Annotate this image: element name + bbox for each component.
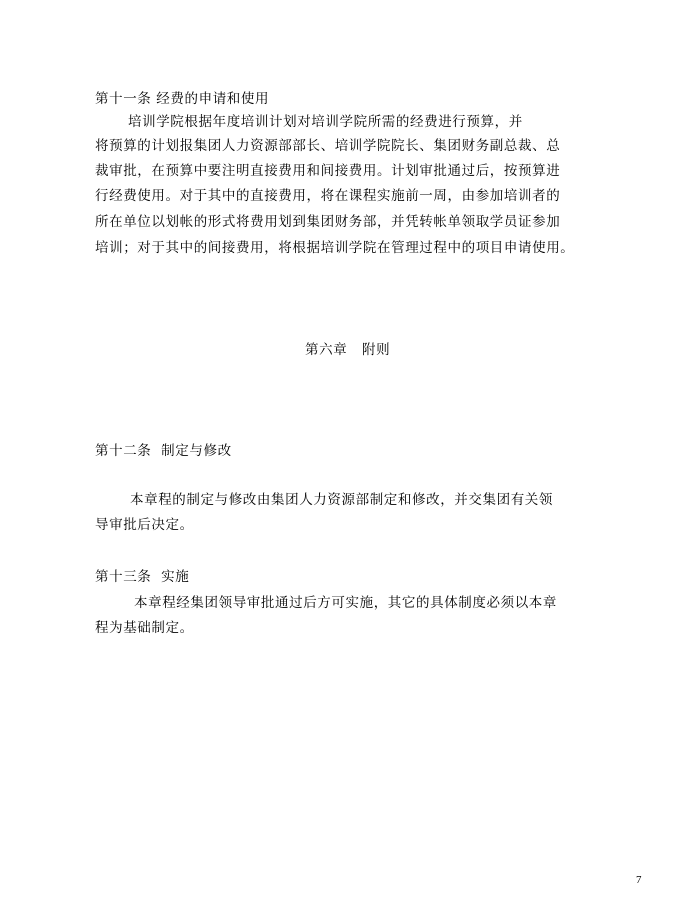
chapter-6-title: 第六章 附则: [305, 342, 391, 358]
article-12-line-2: 导审批后决定。: [95, 517, 194, 533]
article-13-line-1: 本章程经集团领导审批通过后方可实施，其它的具体制度必须以本章: [134, 595, 557, 611]
page-number: 7: [636, 874, 642, 886]
article-13-heading: 第十三条 实施: [95, 569, 190, 585]
article-12-line-1: 本章程的制定与修改由集团人力资源部制定和修改，并交集团有关领: [130, 492, 553, 508]
article-11-heading: 第十一条 经费的申请和使用: [95, 91, 270, 107]
article-11-line-2: 将预算的计划报集团人力资源部部长、培训学院院长、集团财务副总裁、总: [95, 138, 561, 154]
article-11-line-3: 裁审批，在预算中要注明直接费用和间接费用。计划审批通过后，按预算进: [95, 163, 561, 179]
article-12-heading: 第十二条 制定与修改: [95, 443, 232, 459]
article-11-line-4: 行经费使用。对于其中的直接费用，将在课程实施前一周，由参加培训者的: [95, 188, 561, 204]
article-11-line-5: 所在单位以划帐的形式将费用划到集团财务部，并凭转帐单领取学员证参加: [95, 214, 561, 230]
article-11-line-1: 培训学院根据年度培训计划对培训学院所需的经费进行预算，并: [128, 114, 523, 130]
article-11-line-6: 培训；对于其中的间接费用，将根据培训学院在管理过程中的项目申请使用。: [95, 240, 575, 256]
article-13-line-2: 程为基础制定。: [95, 620, 194, 636]
